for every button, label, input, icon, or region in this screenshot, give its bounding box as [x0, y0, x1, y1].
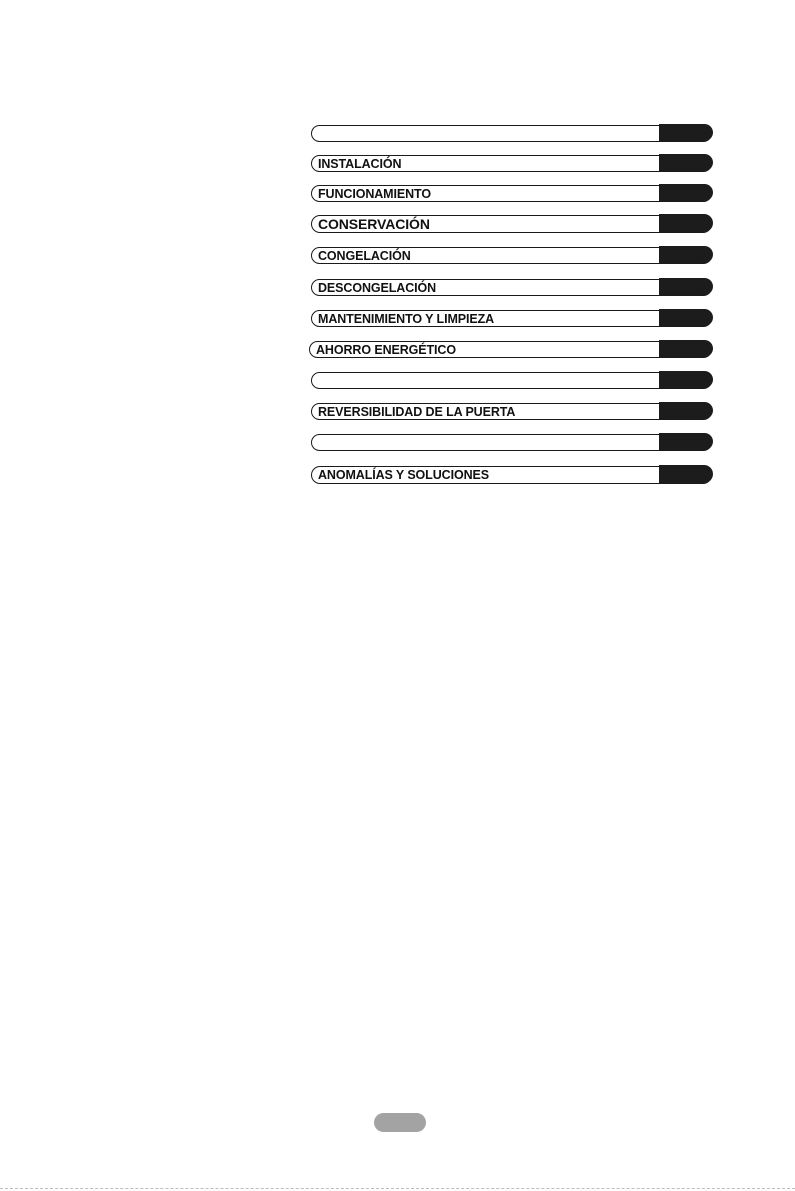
page-number-pill	[374, 1113, 426, 1132]
toc-item-blank-2[interactable]	[311, 372, 712, 389]
page-number-tab	[659, 278, 713, 295]
toc-item-conservacion[interactable]	[311, 215, 712, 233]
toc-item-blank-1[interactable]	[311, 125, 712, 142]
toc-item-label: CONSERVACIÓN	[318, 216, 430, 232]
page-number-tab	[659, 184, 713, 201]
page-number-tab	[659, 246, 713, 263]
toc-item-reversibilidad[interactable]	[311, 403, 712, 420]
toc-item-label: ANOMALÍAS Y SOLUCIONES	[318, 467, 489, 482]
page-number-tab	[659, 340, 713, 357]
page-number-tab	[659, 433, 713, 450]
page-number-tab	[659, 154, 713, 171]
page-number-tab	[659, 309, 713, 326]
page-number-tab	[659, 214, 713, 232]
toc-item-mantenimiento[interactable]	[311, 310, 712, 327]
toc-item-label: INSTALACIÓN	[318, 156, 402, 171]
page-number-tab	[659, 371, 713, 388]
toc-item-descongelacion[interactable]	[311, 279, 712, 296]
toc-item-anomalias[interactable]	[311, 466, 712, 484]
toc-item-blank-3[interactable]	[311, 434, 712, 451]
toc-item-congelacion[interactable]	[311, 247, 712, 264]
toc-item-label: CONGELACIÓN	[318, 248, 411, 263]
toc-item-label: AHORRO ENERGÉTICO	[316, 342, 456, 357]
toc-item-funcionamiento[interactable]	[311, 185, 712, 202]
toc-item-label: FUNCIONAMIENTO	[318, 186, 431, 201]
page-number-tab	[659, 402, 713, 419]
toc-item-instalacion[interactable]	[311, 155, 712, 172]
page-number-tab	[659, 465, 713, 483]
toc-item-label: DESCONGELACIÓN	[318, 280, 437, 295]
toc-item-label: MANTENIMIENTO Y LIMPIEZA	[318, 311, 495, 326]
page-number-tab	[659, 124, 713, 141]
toc-item-ahorro-energetico[interactable]	[309, 341, 712, 358]
toc-item-label: REVERSIBILIDAD DE LA PUERTA	[318, 404, 516, 419]
bottom-divider	[0, 1188, 795, 1189]
